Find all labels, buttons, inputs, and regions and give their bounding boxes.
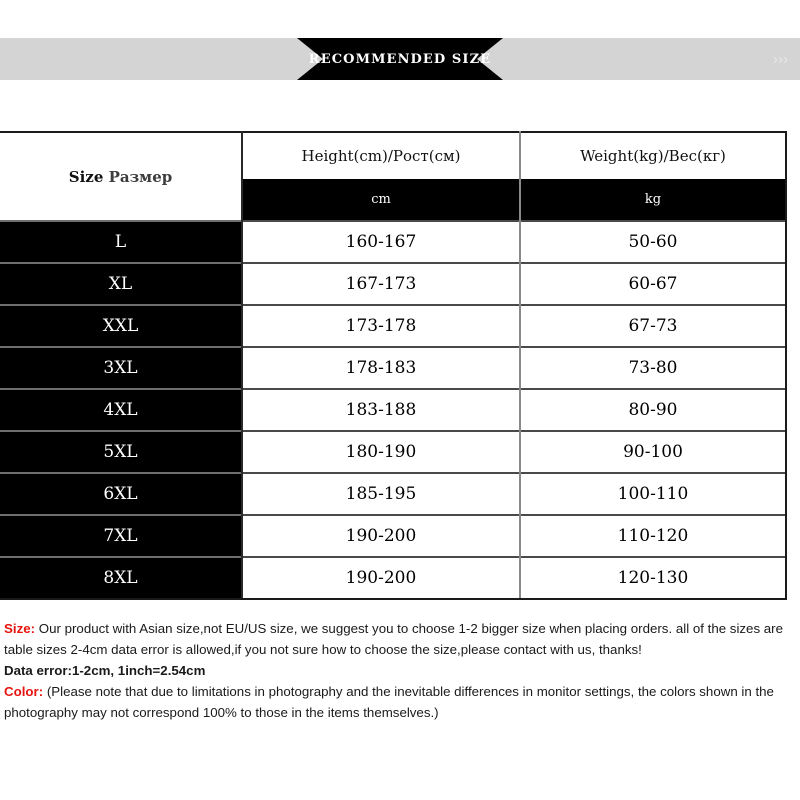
size-table-wrapper [0,131,786,600]
row-weight-cell: 120-130 [520,557,786,599]
size-table [0,131,787,600]
row-height-cell: 173-178 [242,305,520,347]
table-row [0,305,786,347]
row-weight-cell: 110-120 [520,515,786,557]
row-size-cell: 7XL [0,515,242,557]
header-height-cell: Height(cm)/Рост(см) [242,132,520,179]
banner-title: RECOMMENDED SIZE [308,51,492,67]
banner-band [0,38,800,80]
table-row [0,347,786,389]
note-color [4,681,796,723]
row-weight-cell: 100-110 [520,473,786,515]
notes-section [4,618,796,723]
table-row [0,515,786,557]
row-weight-cell: 80-90 [520,389,786,431]
row-height-cell: 167-173 [242,263,520,305]
header-size-latin: Size [68,167,104,186]
note-data-error: Data error:1-2cm, 1inch=2.54cm [4,663,206,678]
row-height-cell: 190-200 [242,557,520,599]
row-height-cell: 178-183 [242,347,520,389]
row-size-cell: L [0,221,242,263]
note-color-label: Color: [4,684,44,699]
table-row [0,557,786,599]
header-size-cell [0,132,242,221]
note-size [4,618,796,660]
table-row [0,389,786,431]
row-size-cell: 6XL [0,473,242,515]
table-header-row [0,132,786,179]
row-size-cell: 4XL [0,389,242,431]
note-color-text: (Please note that due to limitations in photography and the inevitable differences in monitor settings, the colors shown in the photography may not correspond 100% to those in the items themselves.) [4,684,774,720]
row-weight-cell: 50-60 [520,221,786,263]
header-size-cyrillic: Размер [108,167,173,186]
row-weight-cell: 73-80 [520,347,786,389]
row-size-cell: 8XL [0,557,242,599]
note-size-label: Size: [4,621,36,636]
row-height-cell: 180-190 [242,431,520,473]
chevron-right-icon: ››› [773,50,788,68]
row-size-cell: 5XL [0,431,242,473]
row-weight-cell: 67-73 [520,305,786,347]
header-weight-cell: Weight(kg)/Вес(кг) [520,132,786,179]
header-weight-unit: kg [520,179,786,221]
row-weight-cell: 60-67 [520,263,786,305]
row-weight-cell: 90-100 [520,431,786,473]
note-size-text: Our product with Asian size,not EU/US size, we suggest you to choose 1-2 bigger size when placing orders. all of the sizes are table sizes 2-4cm data error is allowed,if you not sure how to choose the size,please contact with us, thanks! [4,621,784,657]
row-height-cell: 185-195 [242,473,520,515]
row-height-cell: 190-200 [242,515,520,557]
row-size-cell: XXL [0,305,242,347]
row-size-cell: 3XL [0,347,242,389]
row-height-cell: 183-188 [242,389,520,431]
table-row [0,431,786,473]
row-size-cell: XL [0,263,242,305]
size-table-body [0,132,786,599]
header-height-unit: cm [242,179,520,221]
table-row [0,221,786,263]
table-row [0,263,786,305]
row-height-cell: 160-167 [242,221,520,263]
table-row [0,473,786,515]
